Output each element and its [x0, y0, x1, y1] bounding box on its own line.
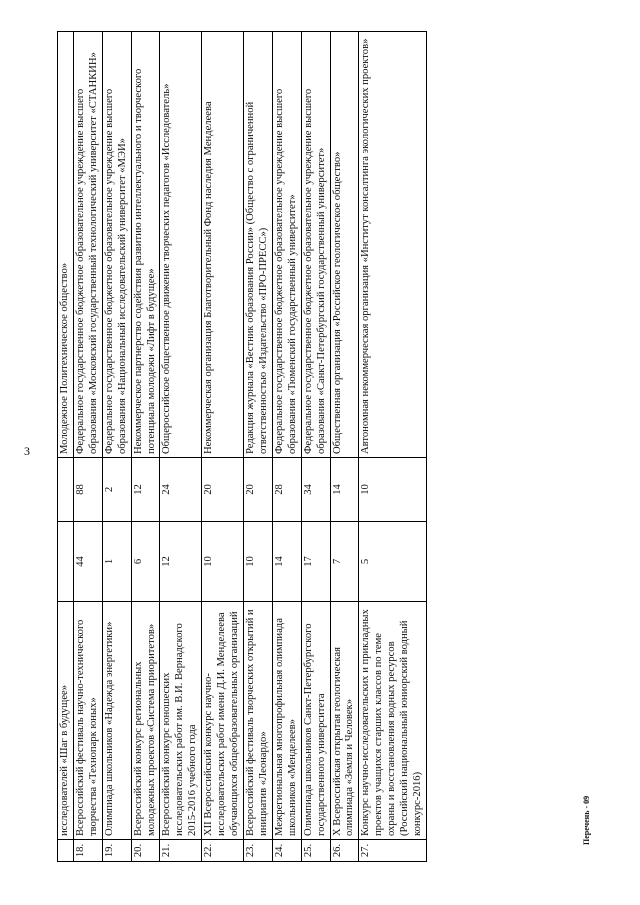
competition-name-cell: Всероссийский конкурс юношеских исследовательских работ им. В.И. Вернадского 2015-2016 учебного года — [160, 602, 202, 840]
competitions-table — [57, 31, 427, 862]
count-a-cell: 10 — [243, 522, 272, 602]
count-a-cell: 17 — [301, 522, 330, 602]
organizer-cell: Федеральное государственное бюджетное образовательное учреждение высшего образования «Санкт-Петербургский государственный университет» — [301, 32, 330, 458]
table-body — [58, 32, 427, 862]
table-row — [330, 32, 359, 862]
count-b-cell: 10 — [359, 458, 427, 522]
organizer-cell: Федеральное государственное бюджетное образовательное учреждение высшего образования «Тюменский государственный университет» — [272, 32, 301, 458]
count-a-cell: 44 — [73, 522, 102, 602]
row-number-cell: 24. — [272, 840, 301, 862]
count-b-cell: 14 — [330, 458, 359, 522]
count-b-cell: 24 — [160, 458, 202, 522]
competition-name-cell: Всероссийский фестиваль научно-технического творчества «Технопарк юных» — [73, 602, 102, 840]
competition-name-cell: Олимпиада школьников «Надежда энергетики» — [102, 602, 131, 840]
competition-name-cell: Конкурс научно-исследовательских и прикладных проектов учащихся старших классов по теме охраны и восстановления водных ресурсов (Российский национальный юниорский водный конкурс-2016) — [359, 602, 427, 840]
count-b-cell: 34 — [301, 458, 330, 522]
table-row — [131, 32, 160, 862]
organizer-cell: Некоммерческая организация Благотворительный Фонд наследия Менделеева — [202, 32, 244, 458]
organizer-cell: Автономная некоммерческая организация «Институт консалтинга экологических проектов» — [359, 32, 427, 458]
row-number-cell: 27. — [359, 840, 427, 862]
competition-name-cell: XII Всероссийский конкурс научно-исследовательских работ имени Д.И. Менделеева обучающихся общеобразовательных организаций — [202, 602, 244, 840]
count-a-cell: 1 — [102, 522, 131, 602]
organizer-cell: Молодежное Политехническое общество» — [58, 32, 74, 458]
table-row — [73, 32, 102, 862]
count-b-cell: 20 — [243, 458, 272, 522]
table-row — [272, 32, 301, 862]
footer-text: Перечень - 09 — [582, 795, 591, 845]
table-row — [202, 32, 244, 862]
count-a-cell: 14 — [272, 522, 301, 602]
row-number-cell: 26. — [330, 840, 359, 862]
table-row — [301, 32, 330, 862]
count-b-cell: 88 — [73, 458, 102, 522]
competition-name-cell: Всероссийский фестиваль творческих открытий и инициатив «Леонардо» — [243, 602, 272, 840]
page-number: 3 — [24, 444, 30, 458]
count-b-cell: 28 — [272, 458, 301, 522]
count-a-cell: 12 — [160, 522, 202, 602]
organizer-cell: Редакция журнала «Вестник образования России» (Общество с ограниченной ответственностью «Издательство «ПРО-ПРЕСС») — [243, 32, 272, 458]
competition-name-cell: Олимпиада школьников Санкт-Петербургского государственного университета — [301, 602, 330, 840]
count-a-cell: 6 — [131, 522, 160, 602]
count-b-cell: 12 — [131, 458, 160, 522]
competition-name-cell: X Всероссийская открытая геологическая олимпиада «Земля и Человек» — [330, 602, 359, 840]
count-b-cell: 2 — [102, 458, 131, 522]
table-row — [58, 32, 74, 862]
competition-name-cell: Межрегиональная многопрофильная олимпиада школьников «Менделеев» — [272, 602, 301, 840]
table-row — [359, 32, 427, 862]
row-number-cell: 23. — [243, 840, 272, 862]
competition-name-cell: Всероссийский конкурс региональных молодежных проектов «Система приоритетов» — [131, 602, 160, 840]
row-number-cell: 18. — [73, 840, 102, 862]
row-number-cell: 21. — [160, 840, 202, 862]
organizer-cell: Федеральное государственное бюджетное образовательное учреждение высшего образования «Национальный исследовательский университет «МЭИ» — [102, 32, 131, 458]
organizer-cell: Общественная организация «Российское геологическое общество» — [330, 32, 359, 458]
table-row — [160, 32, 202, 862]
row-number-cell: 19. — [102, 840, 131, 862]
organizer-cell: Некоммерческое партнерство содействия развитию интеллектуального и творческого потенциала молодежи «Лифт в будущее» — [131, 32, 160, 458]
competition-name-cell: исследователей «Шаг в будущее» — [58, 602, 74, 840]
count-a-cell: 10 — [202, 522, 244, 602]
count-a-cell: 7 — [330, 522, 359, 602]
organizer-cell: Общероссийское общественное движение творческих педагогов «Исследователь» — [160, 32, 202, 458]
count-a-cell — [58, 522, 74, 602]
count-b-cell — [58, 458, 74, 522]
count-a-cell: 5 — [359, 522, 427, 602]
table-row — [102, 32, 131, 862]
row-number-cell: 22. — [202, 840, 244, 862]
rotated-table-container — [57, 32, 557, 862]
table-row — [243, 32, 272, 862]
row-number-cell: 25. — [301, 840, 330, 862]
organizer-cell: Федеральное государственное бюджетное образовательное учреждение высшего образования «Московский государственный технологический университет «СТАНКИН» — [73, 32, 102, 458]
row-number-cell — [58, 840, 74, 862]
count-b-cell: 20 — [202, 458, 244, 522]
row-number-cell: 20. — [131, 840, 160, 862]
